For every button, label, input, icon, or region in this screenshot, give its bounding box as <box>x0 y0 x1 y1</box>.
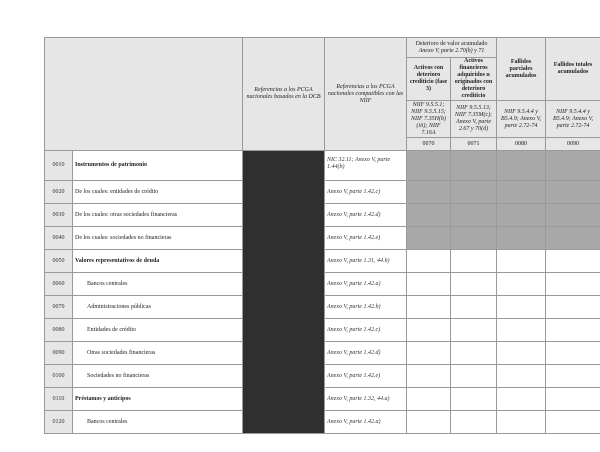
row-reference: Anexo V, parte 1.42.e) <box>325 227 407 250</box>
row-number: 0010 <box>45 151 73 181</box>
table-row <box>45 151 600 181</box>
data-cell[interactable] <box>407 411 451 434</box>
blocked-cell <box>451 227 497 250</box>
data-cell[interactable] <box>497 250 546 273</box>
data-cell[interactable] <box>497 319 546 342</box>
blocked-cell <box>497 181 546 204</box>
activos-deterioro-header: Activos con deterioro crediticio (fase 3) <box>407 58 451 101</box>
row-reference: Anexo V, parte 1.42.e) <box>325 365 407 388</box>
row-number: 0120 <box>45 411 73 434</box>
data-cell[interactable] <box>497 365 546 388</box>
row-label: Préstamos y anticipos <box>73 388 243 411</box>
row-label: Entidades de crédito <box>73 319 243 342</box>
blocked-cell <box>407 227 451 250</box>
row-label: Otras sociedades financieras <box>73 342 243 365</box>
row-number: 0090 <box>45 342 73 365</box>
column-code: 0090 <box>546 138 600 151</box>
blocked-cell <box>497 204 546 227</box>
row-label: Instrumentos de patrimonio <box>73 151 243 181</box>
data-cell[interactable] <box>451 273 497 296</box>
blocked-cell <box>497 151 546 181</box>
data-cell[interactable] <box>497 273 546 296</box>
blocked-cell <box>451 181 497 204</box>
row-reference: Anexo V, parte 1.42.d) <box>325 204 407 227</box>
row-number: 0100 <box>45 365 73 388</box>
data-cell[interactable] <box>497 342 546 365</box>
data-cell[interactable] <box>407 273 451 296</box>
row-reference: Anexo V, parte 1.42.b) <box>325 296 407 319</box>
niif-ref-0080: NIIF 9.5.4.4 y B5.4.9; Anexo V, parte 2.72-74 <box>497 101 546 138</box>
data-cell[interactable] <box>407 319 451 342</box>
blocked-cell <box>407 151 451 181</box>
data-cell[interactable] <box>451 388 497 411</box>
row-number: 0110 <box>45 388 73 411</box>
data-cell[interactable] <box>546 250 600 273</box>
row-reference: NIC 32.11; Anexo V, parte 1.44(b) <box>325 151 407 181</box>
data-cell[interactable] <box>451 319 497 342</box>
row-label: De los cuales: sociedades no financieras <box>73 227 243 250</box>
data-cell[interactable] <box>546 388 600 411</box>
data-cell[interactable] <box>451 365 497 388</box>
fallidos-totales-header: Fallidos totales acumulados <box>546 38 600 101</box>
row-number: 0040 <box>45 227 73 250</box>
row-number: 0020 <box>45 181 73 204</box>
data-cell[interactable] <box>407 365 451 388</box>
blocked-cell <box>546 151 600 181</box>
dcb-ref-blocked-cell <box>243 151 325 434</box>
data-cell[interactable] <box>451 342 497 365</box>
row-reference: Anexo V, parte 1.31, 44.b) <box>325 250 407 273</box>
blocked-cell <box>451 151 497 181</box>
row-number: 0080 <box>45 319 73 342</box>
niif-ref-0071: NIIF 9.5.5.13; NIIF 7.35M(c); Anexo V, parte 2.67 y 70(d) <box>451 101 497 138</box>
header-blank-cell <box>45 38 243 151</box>
blocked-cell <box>546 227 600 250</box>
row-label: De los cuales: entidades de crédito <box>73 181 243 204</box>
row-label: Administraciones públicas <box>73 296 243 319</box>
blocked-cell <box>546 204 600 227</box>
row-reference: Anexo V, parte 1.42.a) <box>325 411 407 434</box>
data-cell[interactable] <box>546 365 600 388</box>
deterioro-subtitle: Anexo V, parte 2.70(b) y 71 <box>418 47 485 54</box>
ref-niif-header: Referencias a los PCGA nacionales compatibles con las NIIF <box>325 38 407 151</box>
data-cell[interactable] <box>497 296 546 319</box>
data-cell[interactable] <box>407 250 451 273</box>
niif-ref-0090: NIIF 9.5.4.4 y B5.4.9; Anexo V, parte 2.72-74 <box>546 101 600 138</box>
data-cell[interactable] <box>451 250 497 273</box>
data-cell[interactable] <box>546 342 600 365</box>
data-cell[interactable] <box>407 388 451 411</box>
data-cell[interactable] <box>546 411 600 434</box>
data-cell[interactable] <box>497 388 546 411</box>
row-label: Bancos centrales <box>73 273 243 296</box>
row-label: De los cuales: otras sociedades financieras <box>73 204 243 227</box>
data-cell[interactable] <box>497 411 546 434</box>
activos-comprados-header: Activos financieros adquiridos u originados con deterioro crediticio <box>451 58 497 101</box>
row-label: Sociedades no financieras <box>73 365 243 388</box>
row-label: Valores representativos de deuda <box>73 250 243 273</box>
data-cell[interactable] <box>546 296 600 319</box>
column-code: 0070 <box>407 138 451 151</box>
row-reference: Anexo V, parte 1.42.c) <box>325 181 407 204</box>
blocked-cell <box>451 204 497 227</box>
column-code: 0071 <box>451 138 497 151</box>
data-cell[interactable] <box>451 296 497 319</box>
financial-report-table <box>44 37 600 434</box>
blocked-cell <box>407 181 451 204</box>
deterioro-group-header <box>407 38 497 58</box>
row-label: Bancos centrales <box>73 411 243 434</box>
deterioro-title: Deterioro de valor acumulado <box>415 40 488 47</box>
row-reference: Anexo V, parte 1.42.c) <box>325 319 407 342</box>
data-cell[interactable] <box>407 296 451 319</box>
row-reference: Anexo V, parte 1.42.d) <box>325 342 407 365</box>
fallidos-parciales-header: Fallidos parciales acumulados <box>497 38 546 101</box>
ref-dcb-header: Referencias a los PCGA nacionales basados en la DCB <box>243 38 325 151</box>
data-cell[interactable] <box>451 411 497 434</box>
column-code: 0080 <box>497 138 546 151</box>
row-number: 0030 <box>45 204 73 227</box>
niif-ref-0070: NIIF 9.5.5.1; NIIF 9.5.5.15; NIIF 7.35H(b)(iii); NIIF 7.16A <box>407 101 451 138</box>
blocked-cell <box>497 227 546 250</box>
row-reference: Anexo V, parte 1.42.a) <box>325 273 407 296</box>
data-cell[interactable] <box>546 319 600 342</box>
data-cell[interactable] <box>546 273 600 296</box>
data-cell[interactable] <box>407 342 451 365</box>
row-number: 0070 <box>45 296 73 319</box>
row-number: 0060 <box>45 273 73 296</box>
row-number: 0050 <box>45 250 73 273</box>
blocked-cell <box>546 181 600 204</box>
blocked-cell <box>407 204 451 227</box>
row-reference: Anexo V, parte 1.32, 44.a) <box>325 388 407 411</box>
